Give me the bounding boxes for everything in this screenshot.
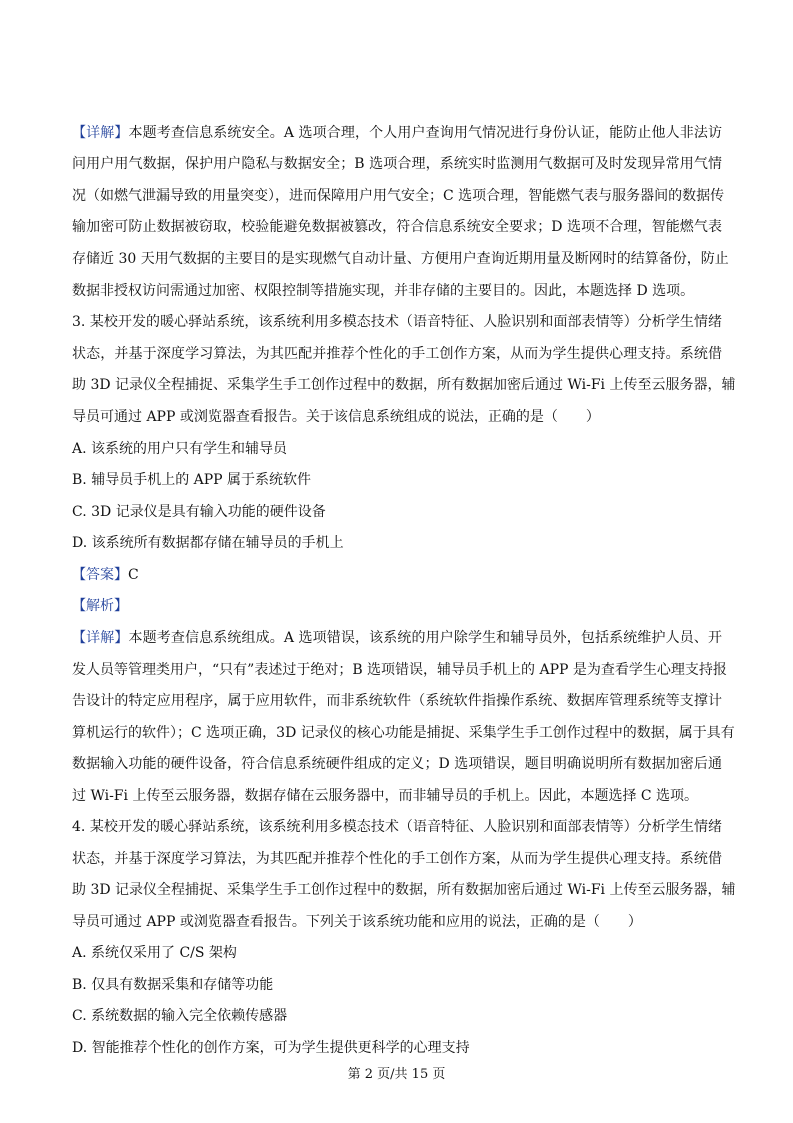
- question-4-option-a: A. 系统仅采用了 C/S 架构: [72, 945, 237, 961]
- explanation-line: 【详解】本题考查信息系统安全。A 选项合理，个人用户查询用气情况进行身份认证，能防止他人非法访: [72, 125, 722, 141]
- detail-line: 告设计的特定应用程序，属于应用软件，而非系统软件（系统软件指操作系统、数据库管理系统等支撑计: [72, 693, 722, 709]
- question-4-stem: 状态，并基于深度学习算法，为其匹配并推荐个性化的手工创作方案，从而为学生提供心理支持。系统借: [72, 851, 722, 867]
- answer-value: C: [128, 567, 139, 583]
- question-3-stem: 3. 某校开发的暖心驿站系统，该系统利用多模态技术（语音特征、人脸识别和面部表情等）分析学生情绪: [72, 314, 722, 330]
- analysis-tag: 【解析】: [72, 598, 128, 614]
- question-3-option-b: B. 辅导员手机上的 APP 属于系统软件: [72, 472, 312, 488]
- detail-tag: 【详解】: [72, 630, 129, 646]
- question-3-option-a: A. 该系统的用户只有学生和辅导员: [72, 441, 288, 457]
- question-4-stem: 助 3D 记录仪全程捕捉、采集学生手工创作过程中的数据，所有数据加密后通过 Wi-Fi 上传至云服务器，辅: [72, 882, 736, 898]
- answer-tag: 【答案】: [72, 567, 128, 583]
- detail-tag: 【详解】: [72, 125, 129, 141]
- explanation-line: 数据非授权访问需通过加密、权限控制等措施实现，并非存储的主要目的。因此，本题选择 D 选项。: [72, 283, 695, 299]
- question-3-stem: 状态，并基于深度学习算法，为其匹配并推荐个性化的手工创作方案，从而为学生提供心理支持。系统借: [72, 346, 722, 362]
- detail-line: 数据输入功能的硬件设备，符合信息系统硬件组成的定义；D 选项错误，题目明确说明所有数据加密后通: [72, 756, 722, 772]
- question-4-stem: 4. 某校开发的暖心驿站系统，该系统利用多模态技术（语音特征、人脸识别和面部表情等）分析学生情绪: [72, 819, 722, 835]
- detail-line: 【详解】本题考查信息系统组成。A 选项错误，该系统的用户除学生和辅导员外，包括系统维护人员、开: [72, 630, 722, 646]
- question-3-stem: 导员可通过 APP 或浏览器查看报告。关于该信息系统组成的说法，正确的是（ ）: [72, 409, 600, 425]
- question-4-option-c: C. 系统数据的输入完全依赖传感器: [72, 1008, 288, 1024]
- question-3-option-c: C. 3D 记录仪是具有输入功能的硬件设备: [72, 504, 326, 520]
- question-4-stem: 导员可通过 APP 或浏览器查看报告。下列关于该系统功能和应用的说法，正确的是（ ）: [72, 914, 642, 930]
- detail-line: 过 Wi-Fi 上传至云服务器，数据存储在云服务器中，而非辅导员的手机上。因此，本题选择 C 选项。: [72, 788, 699, 804]
- question-4-option-d: D. 智能推荐个性化的创作方案，可为学生提供更科学的心理支持: [72, 1040, 470, 1056]
- question-3-stem: 助 3D 记录仪全程捕捉、采集学生手工创作过程中的数据，所有数据加密后通过 Wi-Fi 上传至云服务器，辅: [72, 377, 736, 393]
- page-footer: 第 2 页/共 15 页: [347, 1067, 446, 1082]
- explanation-line: 存储近 30 天用气数据的主要目的是实现燃气自动计量、方便用户查询近期用量及断网时的结算备份，防止: [72, 251, 729, 267]
- question-3-option-d: D. 该系统所有数据都存储在辅导员的手机上: [72, 535, 344, 551]
- detail-line: 算机运行的软件）；C 选项正确，3D 记录仪的核心功能是捕捉、采集学生手工创作过程中的数据，属于具有: [72, 725, 735, 741]
- explanation-line: 况（如燃气泄漏导致的用量突变），进而保障用户用气安全；C 选项合理，智能燃气表与服务器间的数据传: [72, 188, 725, 204]
- answer-line: [72, 566, 722, 584]
- explanation-line: 问用户用气数据，保护用户隐私与数据安全；B 选项合理，系统实时监测用气数据可及时发现异常用气情: [72, 156, 722, 172]
- detail-line: 发人员等管理类用户，“只有”表述过于绝对；B 选项错误，辅导员手机上的 APP 是为查看学生心理支持报: [72, 662, 727, 678]
- explanation-line: 输加密可防止数据被窃取，校验能避免数据被篡改，符合信息系统安全要求；D 选项不合理，智能燃气表: [72, 219, 722, 235]
- question-4-option-b: B. 仅具有数据采集和存储等功能: [72, 977, 274, 993]
